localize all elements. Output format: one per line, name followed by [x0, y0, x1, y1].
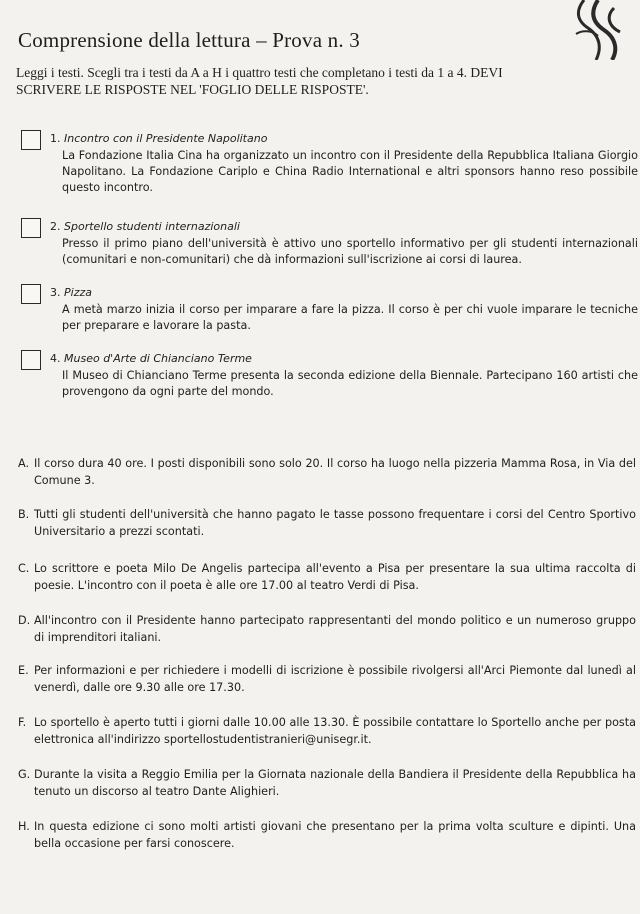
option-letter: G. — [18, 768, 31, 781]
answer-box-3[interactable] — [21, 284, 41, 304]
page-title: Comprensione della lettura – Prova n. 3 — [18, 28, 360, 52]
option-letter: F. — [18, 716, 27, 729]
option-text: All'incontro con il Presidente hanno partecipato rappresentanti del mondo politico e un numeroso gruppo di imprenditori italiani. — [34, 614, 636, 644]
university-logo-icon — [562, 0, 632, 60]
item-body: A metà marzo inizia il corso per imparare a fare la pizza. Il corso è per chi vuole imparare le tecniche per preparare e lavorare la pasta. — [62, 303, 638, 332]
item-heading: Sportello studenti internazionali — [64, 220, 240, 233]
item-heading: Incontro con il Presidente Napolitano — [64, 132, 268, 145]
instructions-line-2: SCRIVERE LE RISPOSTE NEL 'FOGLIO DELLE RISPOSTE'. — [16, 82, 369, 97]
option-text: Lo scrittore e poeta Milo De Angelis partecipa all'evento a Pisa per presentare la sua ultima raccolta di poesie. L'incontro con il poeta è alle ore 17.00 al teatro Verdi di Pisa. — [34, 562, 636, 592]
item-heading: Pizza — [64, 286, 92, 299]
option-text: In questa edizione ci sono molti artisti giovani che presentano per la prima volta sculture e dipinti. Una bella occasione per farsi conoscere. — [34, 820, 636, 850]
item-number: 1. — [50, 132, 61, 145]
option-letter: D. — [18, 614, 31, 627]
option-text: Durante la visita a Reggio Emilia per la Giornata nazionale della Bandiera il Presidente della Repubblica ha tenuto un discorso al teatro Dante Alighieri. — [34, 768, 636, 798]
option-text: Il corso dura 40 ore. I posti disponibili sono solo 20. Il corso ha luogo nella pizzeria Mamma Rosa, in Via del Comune 3. — [34, 457, 636, 487]
option-text: Tutti gli studenti dell'università che hanno pagato le tasse possono frequentare i corsi del Centro Sportivo Universitario a prezzi scontati. — [34, 508, 636, 538]
option-text: Lo sportello è aperto tutti i giorni dalle 10.00 alle 13.30. È possibile contattare lo Sportello anche per posta elettronica all'indirizzo sportellostudentistranieri@unisegr.it. — [34, 716, 636, 746]
answer-box-4[interactable] — [21, 350, 41, 370]
option-letter: C. — [18, 562, 30, 575]
instructions-line-1: Leggi i testi. Scegli tra i testi da A a H i quattro testi che completano i testi da 1 a 4. DEVI — [16, 65, 503, 80]
instructions — [16, 64, 640, 98]
option-letter: A. — [18, 457, 30, 470]
option-text: Per informazioni e per richiedere i modelli di iscrizione è possibile rivolgersi all'Arci Piemonte dal lunedì al venerdì, dalle ore 9.30 alle ore 17.30. — [34, 664, 636, 694]
item-body: Il Museo di Chianciano Terme presenta la seconda edizione della Biennale. Partecipano 160 artisti che provengono da ogni parte del mondo. — [62, 369, 638, 398]
option-letter: E. — [18, 664, 29, 677]
answer-box-2[interactable] — [21, 218, 41, 238]
item-number: 2. — [50, 220, 61, 233]
item-heading: Museo d'Arte di Chianciano Terme — [64, 352, 252, 365]
option-letter: B. — [18, 508, 30, 521]
option-letter: H. — [18, 820, 30, 833]
answer-box-1[interactable] — [21, 130, 41, 150]
item-body: La Fondazione Italia Cina ha organizzato un incontro con il Presidente della Repubblica Italiana Giorgio Napolitano. La Fondazione Cariplo e China Radio International e altri sponsors hanno reso possibile questo incontro. — [62, 149, 638, 194]
item-number: 4. — [50, 352, 61, 365]
item-body: Presso il primo piano dell'università è attivo uno sportello informativo per gli studenti internazionali (comunitari e non-comunitari) che dà informazioni sull'iscrizione ai corsi di laurea. — [62, 237, 638, 266]
item-number: 3. — [50, 286, 61, 299]
